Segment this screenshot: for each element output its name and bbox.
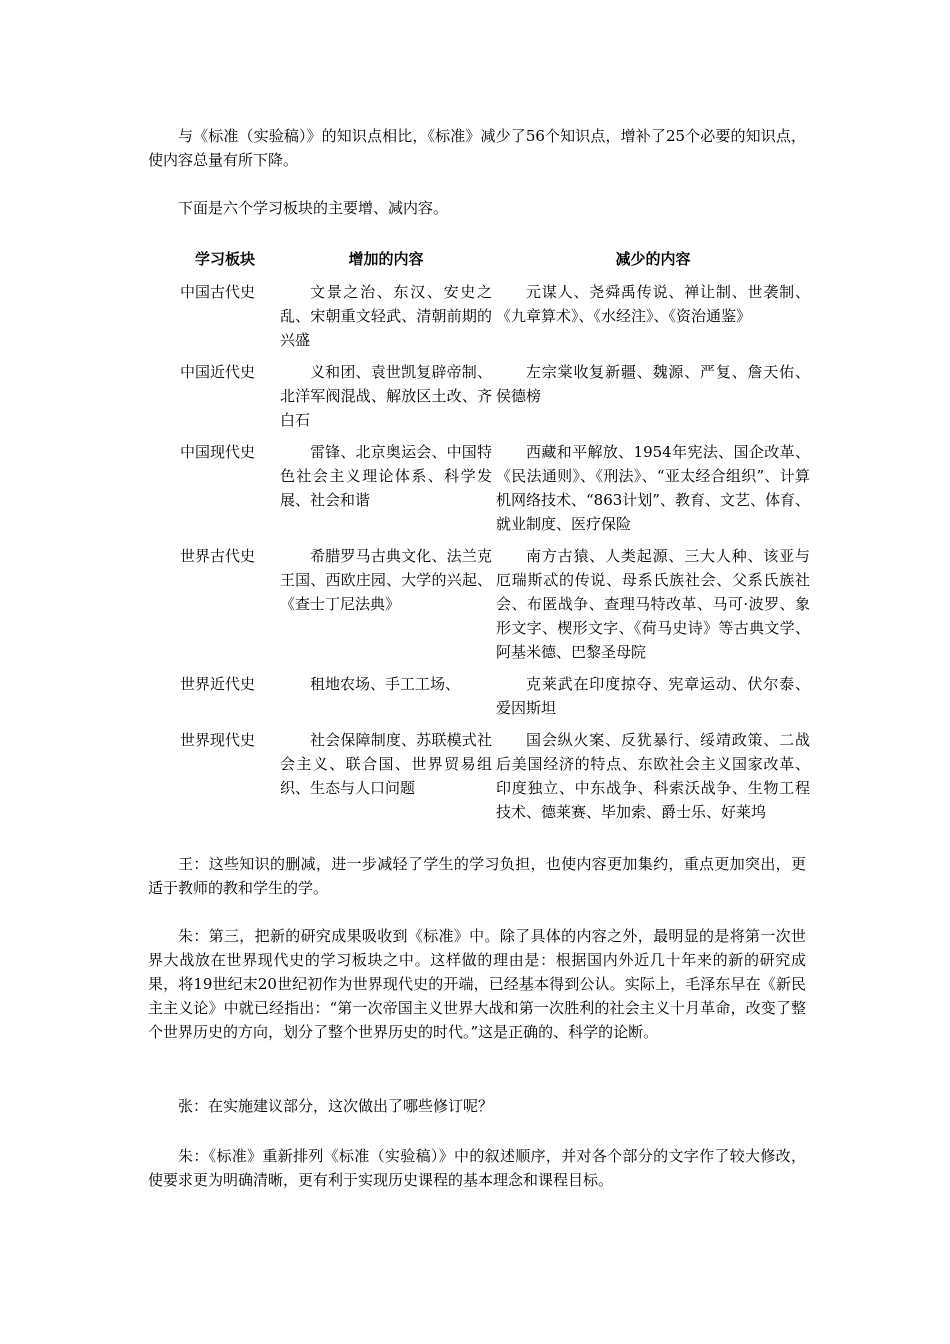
- wang-paragraph: 王：这些知识的删减，进一步减轻了学生的学习负担，也使内容更加集约，重点更加突出，更适于教师的教和学生的学。: [148, 855, 806, 897]
- table-row: [172, 544, 812, 672]
- module-cell: 世界近代史: [180, 675, 256, 693]
- added-cell: 文景之治、东汉、安史之乱、宋朝重文轻武、清朝前期的兴盛: [280, 283, 492, 349]
- removed-cell: 左宗棠收复新疆、魏源、严复、詹天佑、侯德榜: [496, 363, 810, 405]
- header-added: 增加的内容: [348, 250, 424, 268]
- table-row: [172, 728, 812, 832]
- module-cell: 中国近代史: [180, 363, 256, 381]
- header-removed: 减少的内容: [615, 250, 691, 268]
- zhu-paragraph-1: 朱：第三，把新的研究成果吸收到《标准》中。除了具体的内容之外，最明显的是将第一次世界大战放在世界现代史的学习板块之中。这样做的理由是：根据国内外近几十年来的新的研究成果，将19世纪末20世纪初作为世界现代史的开端，已经基本得到公认。实际上，毛泽东早在《新民主主义论》中就已经指出：“第一次帝国主义世界大战和第一次胜利的社会主义十月革命，改变了整个世界历史的方向，划分了整个世界历史的时代。”这是正确的、科学的论断。: [148, 927, 806, 1041]
- lead-paragraph: 下面是六个学习板块的主要增、减内容。: [178, 199, 449, 217]
- added-cell: 义和团、袁世凯复辟帝制、北洋军阀混战、解放区土改、齐白石: [280, 363, 492, 429]
- module-cell: 世界古代史: [180, 547, 256, 565]
- removed-cell: 国会纵火案、反犹暴行、绥靖政策、二战后美国经济的特点、东欧社会主义国家改革、印度独立、中东战争、科索沃战争、生物工程技术、德莱赛、毕加索、爵士乐、好莱坞: [496, 731, 810, 821]
- intro-paragraph: 与《标准（实验稿）》的知识点相比，《标准》减少了56个知识点，增补了25个必要的知识点，使内容总量有所下降。: [148, 127, 806, 169]
- added-cell: 雷锋、北京奥运会、中国特色社会主义理论体系、科学发展、社会和谐: [280, 443, 492, 509]
- knowledge-change-table: [172, 246, 812, 832]
- added-cell: 租地农场、手工工场、: [310, 675, 461, 693]
- module-cell: 世界现代史: [180, 731, 256, 749]
- table-header-row: [172, 246, 812, 280]
- added-cell: 希腊罗马古典文化、法兰克王国、西欧庄园、大学的兴起、《查士丁尼法典》: [280, 547, 492, 613]
- table-row: [172, 280, 812, 360]
- table-row: [172, 360, 812, 440]
- added-cell: 社会保障制度、苏联模式社会主义、联合国、世界贸易组织、生态与人口问题: [280, 731, 492, 797]
- zhu-paragraph-2: 朱：《标准》重新排列《标准（实验稿）》中的叙述顺序，并对各个部分的文字作了较大修改，使要求更为明确清晰，更有利于实现历史课程的基本理念和课程目标。: [148, 1147, 806, 1189]
- removed-cell: 西藏和平解放、1954年宪法、国企改革、《民法通则》、《刑法》、“亚太经合组织”、计算机网络技术、“863计划”、教育、文艺、体育、就业制度、医疗保险: [496, 443, 810, 533]
- module-cell: 中国古代史: [180, 283, 256, 301]
- header-module: 学习板块: [194, 250, 255, 268]
- removed-cell: 克莱武在印度掠夺、宪章运动、伏尔泰、爱因斯坦: [496, 675, 810, 717]
- removed-cell: 南方古猿、人类起源、三大人种、该亚与厄瑞斯忒的传说、母系氏族社会、父系氏族社会、布匿战争、查理马特改革、马可·波罗、象形文字、楔形文字、《荷马史诗》等古典文学、阿基米德、巴黎圣母院: [496, 547, 810, 661]
- table-row: [172, 672, 812, 728]
- removed-cell: 元谋人、尧舜禹传说、禅让制、世袭制、《九章算术》、《水经注》、《资治通鉴》: [496, 283, 810, 325]
- module-cell: 中国现代史: [180, 443, 256, 461]
- table-row: [172, 440, 812, 544]
- zhang-paragraph: 张：在实施建议部分，这次做出了哪些修订呢？: [178, 1097, 494, 1115]
